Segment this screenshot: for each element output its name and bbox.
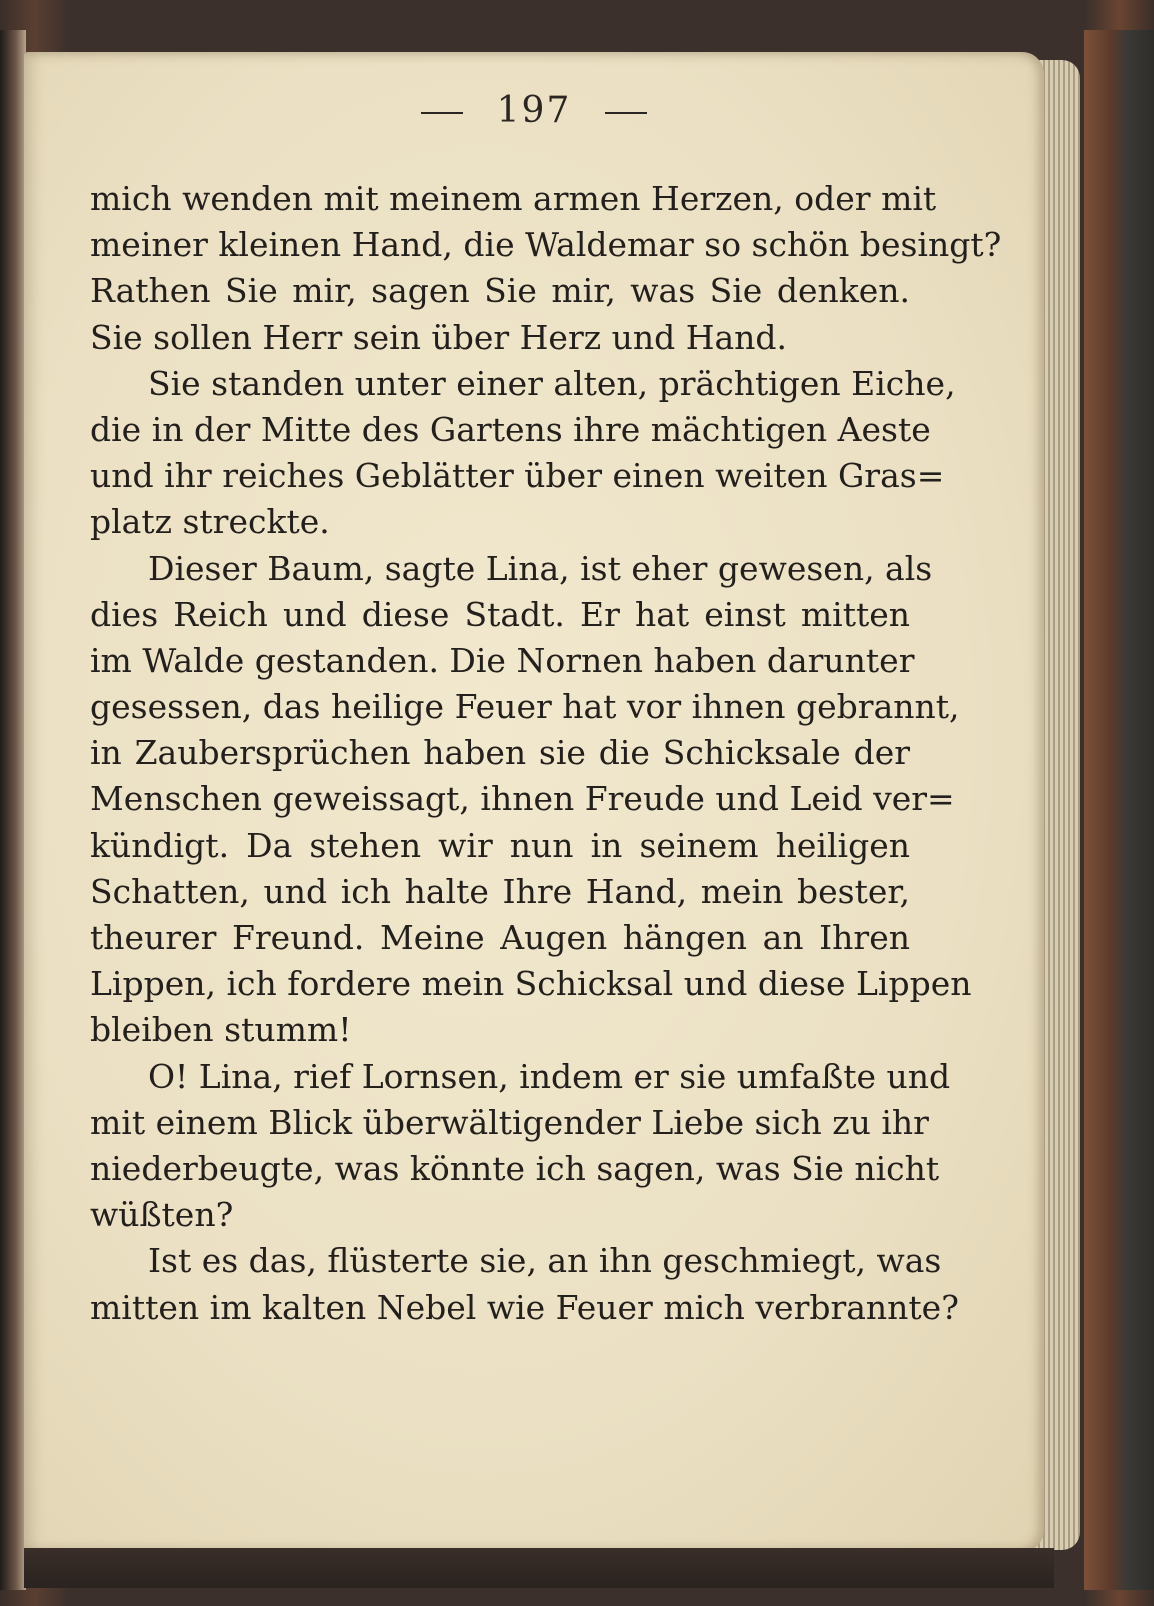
text-line: im Walde gestanden. Die Nornen haben darunter [90,640,915,680]
text-line: mit einem Blick überwältigender Liebe sich zu ihr [90,1102,929,1142]
text-line: Sie standen unter einer alten, prächtigen Eiche, [148,363,956,403]
page-number: 197 [496,90,572,131]
book-page [24,52,1044,1552]
text-line: Ist es das, flüsterte sie, an ihn geschmiegt, was [148,1241,942,1281]
text-line: mich wenden mit meinem armen Herzen, oder mit [90,179,937,218]
text-line: kündigt. Da stehen wir nun in seinem heiligen [90,825,910,865]
text-line: O! Lina, rief Lornsen, indem er sie umfaßte und [148,1056,951,1096]
cover-bottom-edge [24,1548,1054,1588]
text-line: mitten im kalten Nebel wie Feuer mich verbrannte? [90,1287,959,1327]
text-line: theurer Freund. Meine Augen hängen an Ihren [90,918,910,957]
header-dash-left [421,112,463,114]
text-line: wüßten? [90,1195,234,1235]
text-line: die in der Mitte des Gartens ihre mächtigen Aeste [90,409,931,449]
text-line: niederbeugte, was könnte ich sagen, was Sie nicht [90,1148,940,1188]
leather-binding [1084,30,1154,1590]
text-line: Dieser Baum, sagte Lina, ist eher gewesen, als [148,548,933,588]
page-body-text [90,176,1002,1331]
text-line: platz streckte. [90,502,330,542]
header-dash-right [605,112,647,114]
text-line: dies Reich und diese Stadt. Er hat einst mitten [90,594,910,634]
text-line: Menschen geweissagt, ihnen Freude und Leid ver= [90,779,955,819]
text-line: in Zaubersprüchen haben sie die Schicksale der [90,733,910,773]
text-line: Sie sollen Herr sein über Herz und Hand. [90,317,788,357]
text-line: Schatten, und ich halte Ihre Hand, mein bester, [90,871,910,911]
text-line: bleiben stumm! [90,1010,352,1050]
text-line: und ihr reiches Geblätter über einen weiten Gras= [90,456,945,496]
text-line: gesessen, das heilige Feuer hat vor ihnen gebrannt, [90,687,960,727]
page-header [24,90,1044,131]
book-spine [0,30,26,1590]
text-line: Rathen Sie mir, sagen Sie mir, was Sie denken. [90,271,910,311]
text-line: meiner kleinen Hand, die Waldemar so schön besingt? [90,225,1002,265]
text-line: Lippen, ich fordere mein Schicksal und diese Lippen [90,964,972,1004]
